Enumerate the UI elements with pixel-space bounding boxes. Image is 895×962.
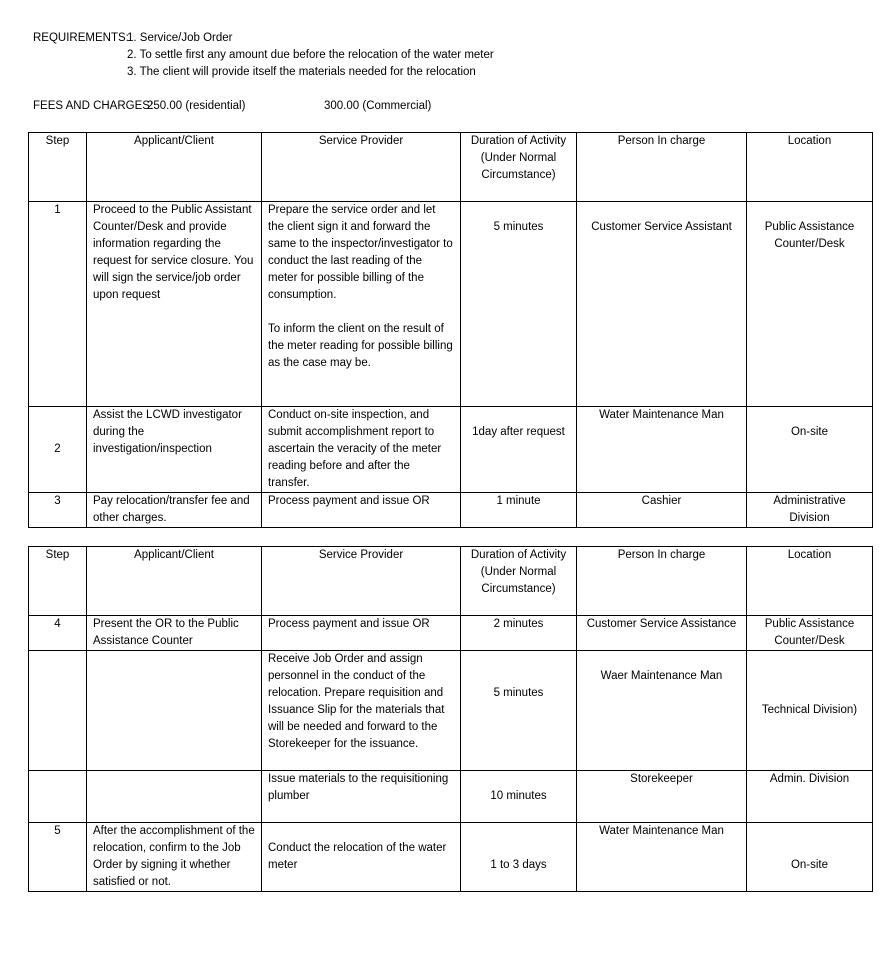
step-number: 3 bbox=[29, 493, 87, 528]
applicant-cell: Proceed to the Public Assistant Counter/Desk and provide information regarding the request for service closure. You will sign the service/job order upon request bbox=[87, 202, 262, 407]
provider-cell: Process payment and issue OR bbox=[262, 616, 461, 651]
duration-cell: 5 minutes bbox=[461, 651, 577, 771]
table-row bbox=[29, 202, 873, 407]
applicant-cell: After the accomplishment of the relocation, confirm to the Job Order by signing it whether satisfied or not. bbox=[87, 823, 262, 892]
header-provider: Service Provider bbox=[262, 133, 461, 202]
duration-cell: 1 to 3 days bbox=[461, 823, 577, 892]
applicant-cell bbox=[87, 771, 262, 823]
location-cell: On-site bbox=[747, 407, 873, 493]
step-number: 1 bbox=[29, 202, 87, 407]
location-cell: Admin. Division bbox=[747, 771, 873, 823]
table-row bbox=[29, 493, 873, 528]
paragraph-gap bbox=[268, 304, 454, 321]
applicant-cell: Assist the LCWD investigator during the investigation/inspection bbox=[87, 407, 262, 493]
header-provider: Service Provider bbox=[262, 547, 461, 616]
process-table-2 bbox=[28, 546, 873, 892]
location-cell: Administrative Division bbox=[747, 493, 873, 528]
person-cell: Water Maintenance Man bbox=[577, 407, 747, 493]
step-number bbox=[29, 771, 87, 823]
provider-text: Prepare the service order and let the client sign it and forward the same to the inspector/investigator to conduct the last reading of the meter for possible billing of the consumption. bbox=[268, 204, 453, 301]
location-cell: Public Assistance Counter/Desk bbox=[747, 202, 873, 407]
table-row bbox=[29, 771, 873, 823]
process-table-1 bbox=[28, 132, 873, 528]
person-cell: Customer Service Assistant bbox=[577, 202, 747, 407]
duration-cell: 10 minutes bbox=[461, 771, 577, 823]
fees-label: FEES AND CHARGES: bbox=[33, 100, 154, 112]
requirement-item: 2. To settle first any amount due before the relocation of the water meter bbox=[127, 49, 494, 61]
header-duration: Duration of Activity (Under Normal Circumstance) bbox=[461, 547, 577, 616]
table-header-row bbox=[29, 547, 873, 616]
person-cell: Waer Maintenance Man bbox=[577, 651, 747, 771]
step-number: 2 bbox=[29, 407, 87, 493]
provider-text-extra: To inform the client on the result of the meter reading for possible billing as the case may be. bbox=[268, 323, 453, 369]
applicant-cell bbox=[87, 651, 262, 771]
provider-cell: Process payment and issue OR bbox=[262, 493, 461, 528]
requirement-item: 3. The client will provide itself the materials needed for the relocation bbox=[127, 66, 476, 78]
provider-cell: Issue materials to the requisitioning plumber bbox=[262, 771, 461, 823]
person-cell: Cashier bbox=[577, 493, 747, 528]
duration-cell: 2 minutes bbox=[461, 616, 577, 651]
fee-commercial: 300.00 (Commercial) bbox=[324, 100, 432, 112]
provider-cell: Conduct the relocation of the water meter bbox=[262, 823, 461, 892]
header-person: Person In charge bbox=[577, 547, 747, 616]
location-cell: On-site bbox=[747, 823, 873, 892]
header-duration: Duration of Activity (Under Normal Circumstance) bbox=[461, 133, 577, 202]
applicant-cell: Pay relocation/transfer fee and other charges. bbox=[87, 493, 262, 528]
provider-cell: Conduct on-site inspection, and submit accomplishment report to ascertain the veracity of the meter reading before and after the transfer. bbox=[262, 407, 461, 493]
table-header-row bbox=[29, 133, 873, 202]
duration-cell: 1 minute bbox=[461, 493, 577, 528]
header-applicant: Applicant/Client bbox=[87, 133, 262, 202]
applicant-cell: Present the OR to the Public Assistance Counter bbox=[87, 616, 262, 651]
table-row bbox=[29, 407, 873, 493]
provider-cell: Receive Job Order and assign personnel in the conduct of the relocation. Prepare requisition and Issuance Slip for the materials that will be needed and forward to the Storekeeper for the issuance. bbox=[262, 651, 461, 771]
fee-residential: 250.00 (residential) bbox=[147, 100, 246, 112]
header-applicant: Applicant/Client bbox=[87, 547, 262, 616]
header-person: Person In charge bbox=[577, 133, 747, 202]
table-row bbox=[29, 616, 873, 651]
requirements-label: REQUIREMENTS: bbox=[33, 32, 129, 44]
table-row bbox=[29, 651, 873, 771]
step-number: 5 bbox=[29, 823, 87, 892]
person-cell: Storekeeper bbox=[577, 771, 747, 823]
header-location: Location bbox=[747, 133, 873, 202]
table-row bbox=[29, 823, 873, 892]
duration-cell: 1day after request bbox=[461, 407, 577, 493]
location-cell: Technical Division) bbox=[747, 651, 873, 771]
location-cell: Public Assistance Counter/Desk bbox=[747, 616, 873, 651]
header-step: Step bbox=[29, 547, 87, 616]
header-location: Location bbox=[747, 547, 873, 616]
person-cell: Water Maintenance Man bbox=[577, 823, 747, 892]
step-number bbox=[29, 651, 87, 771]
step-number: 4 bbox=[29, 616, 87, 651]
header-step: Step bbox=[29, 133, 87, 202]
provider-cell bbox=[262, 202, 461, 407]
requirement-item: 1. Service/Job Order bbox=[127, 32, 233, 44]
person-cell: Customer Service Assistance bbox=[577, 616, 747, 651]
duration-cell: 5 minutes bbox=[461, 202, 577, 407]
